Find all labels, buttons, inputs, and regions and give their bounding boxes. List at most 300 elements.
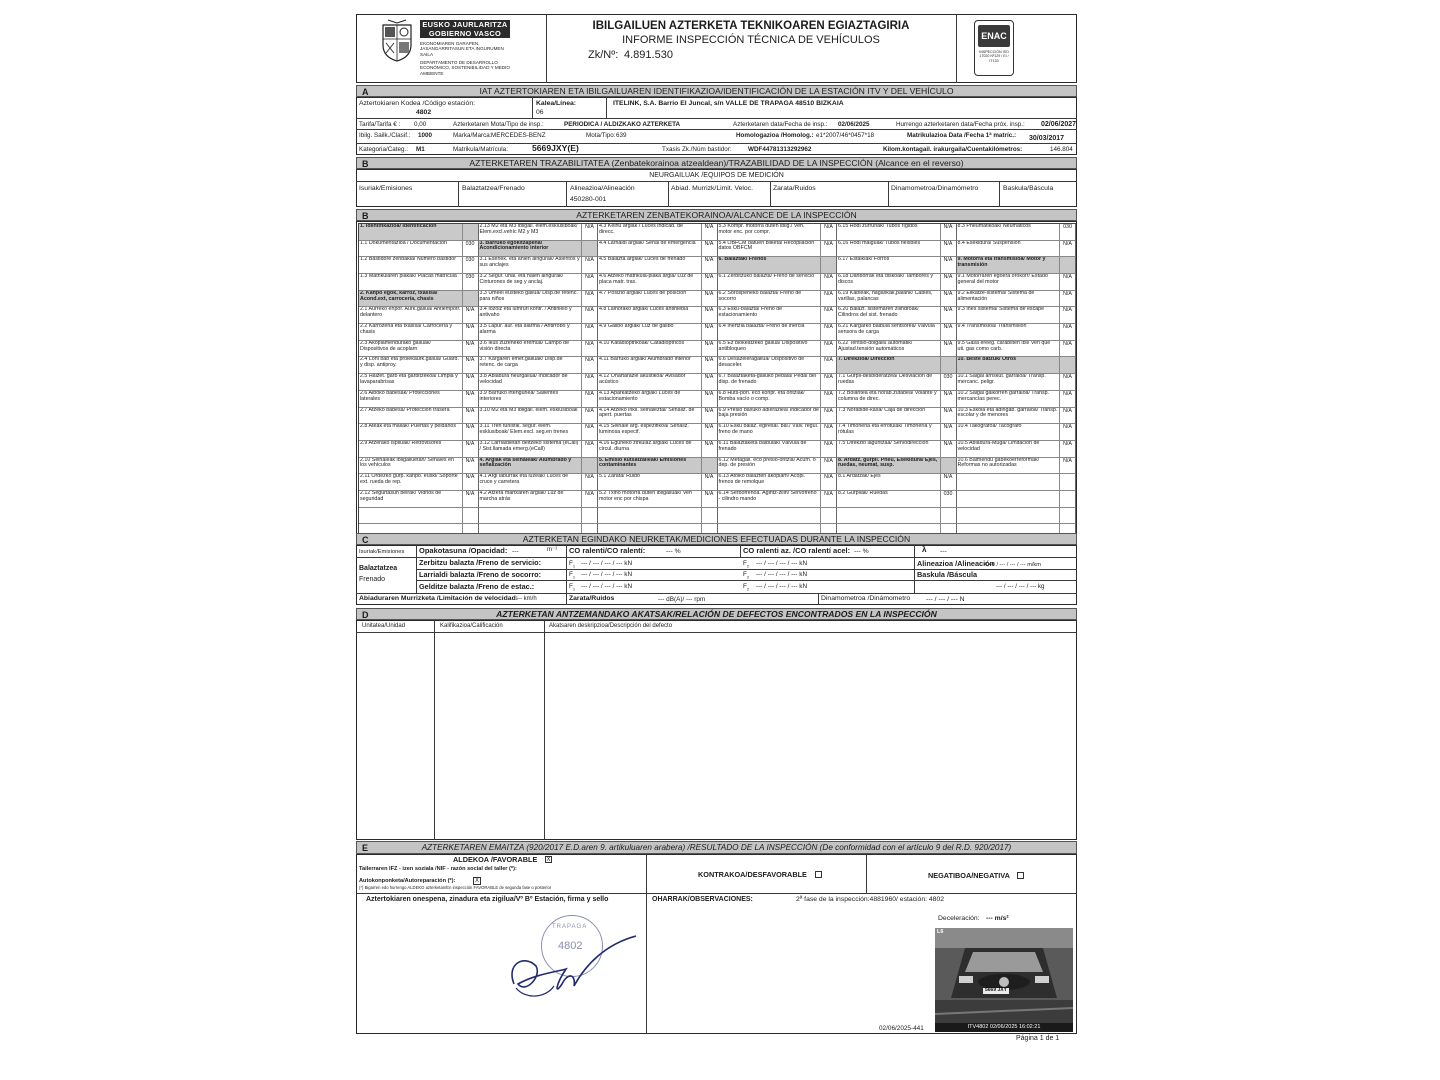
tariff: 0,00: [414, 121, 427, 128]
scope-item-result: N/A: [1059, 341, 1075, 357]
approval-label: Aztertokiaren onespena, zinadura eta zigilua/Vº Bº Estación, firma y sello: [366, 896, 609, 903]
equipment-title: NEURGAILUAK /EQUIPOS DE MEDICIÓN: [649, 172, 784, 179]
scope-item: [479, 508, 599, 525]
parking-brake-values-2: --- / --- / --- / --- kN: [756, 583, 808, 590]
scope-group-header: [837, 458, 957, 475]
scope-item-label: 2.9 Atzerako ispiluak/ Retrovisores: [360, 440, 442, 446]
scope-item: [837, 508, 957, 525]
scope-item: [837, 224, 957, 241]
scope-item: [837, 241, 957, 258]
scope-item: [718, 341, 838, 358]
scope-item-result: N/A: [462, 307, 478, 323]
scope-item-result: N/A: [701, 324, 717, 340]
unfavorable-checkbox[interactable]: [815, 871, 822, 878]
scope-item-result: [820, 508, 836, 524]
station-name: ITELINK, S.A. Barrio El Juncal, s/n VALLE DE TRAPAGA 48510 BIZKAIA: [613, 100, 844, 107]
co-accel-label: CO ralenti az. /CO ralentí acel:: [743, 546, 851, 555]
section-c-bar: [356, 533, 1077, 545]
scope-item: [718, 391, 838, 408]
insp-date: 02/06/2025: [838, 121, 870, 128]
scope-item: [598, 491, 718, 508]
scope-item: [957, 458, 1077, 475]
emergency-brake-values-2: --- / --- / --- / --- kN: [756, 571, 808, 578]
scope-item-label: 3.1 Eserlek. eta ahien aingurak/ Asientos y sus anclajes: [479, 257, 580, 269]
negative-checkbox[interactable]: [1017, 872, 1024, 879]
co-idle-value: --- %: [666, 548, 681, 555]
scope-item: [359, 257, 479, 274]
scope-item-label: 2.4 Lohi bab eta proiekaurk.gailua/ Guard. y disp. antiproy.: [360, 357, 459, 369]
scope-item-label: 6.22 Tentsio-doigailu automatik/ Ajustad.tensión automáticos: [838, 340, 913, 352]
lambda-label: λ: [922, 545, 927, 554]
scope-item: [718, 458, 838, 475]
scope-item-label: 4.16 Eguneko zirkulaz.argiak/ Luces de circul. diurna: [599, 440, 692, 452]
scope-item-result: 030: [940, 374, 956, 390]
scope-item-label: 2.8 Ateak eta mailak/ Puertas y peldaños: [360, 424, 456, 430]
scope-item-label: 6.15 Hodi zurrunak/ Tubos rígidos: [838, 224, 918, 229]
scope-item: [837, 491, 957, 508]
vin-label: Txasis Zk./Núm bastidor:: [662, 146, 732, 153]
scope-item-result: N/A: [701, 408, 717, 424]
scope-item: [479, 357, 599, 374]
scope-item-label: 3.9 Barruko irtengunea/ Salientes interiores: [479, 390, 559, 402]
scope-item-label: 2.10 Seinaleak ibilgailuetan/ Señales en los vehículos: [360, 457, 454, 469]
class-label: Ibilg. Sailk./Clasif.:: [359, 132, 411, 139]
workshop-label: Tailerraren IFZ - izen soziala /NIF - razón social del taller (*):: [359, 866, 517, 872]
scope-item-result: N/A: [701, 274, 717, 290]
section-b1-bar: [356, 157, 1077, 169]
scope-item: [957, 374, 1077, 391]
scope-item: [598, 274, 718, 291]
scope-item-result: [701, 458, 717, 474]
scope-item-result: N/A: [701, 441, 717, 457]
scope-item-label: 7.5 Direkzio laguntzaa/ Servodirección: [838, 440, 929, 446]
speed-limit-label: Abiaduraren Murrizketa /Limitación de velocidad:: [359, 595, 519, 602]
scope-item-label: [957, 491, 1060, 507]
scope-item-result: N/A: [701, 474, 717, 490]
section-e-letter: E: [362, 843, 369, 853]
scope-item-label: 5.4 OBFCM datuen bilketa/ Recopilación datos OBFCM: [718, 240, 815, 252]
scope-item-result: N/A: [1059, 424, 1075, 440]
station-code-label: Aztertokiaren Kodea /Código estación:: [359, 100, 475, 107]
scope-item-result: N/A: [940, 224, 956, 240]
scope-item-result: N/A: [581, 341, 597, 357]
scope-item-result: N/A: [1059, 274, 1075, 290]
scope-item: [957, 224, 1077, 241]
scope-item-result: N/A: [462, 424, 478, 440]
scope-item: [479, 291, 599, 308]
scope-item-label: 4.9 Galibo argiak/ Luz de gálibo: [599, 324, 674, 330]
scope-item: [359, 508, 479, 525]
scope-item-label: 3.10 M2 eta M3 ibilgail. elem. esklusiboak: [479, 407, 578, 413]
service-brake-f2: $F_2$: [743, 560, 750, 569]
scope-item-label: 6.14 Serbofrenoa. Agintz-zilin/ Servofreno - cilindro mando: [718, 490, 817, 502]
scope-item-label: 10.5 Abiadura-Muga/ Limitación de velocidad: [957, 440, 1040, 452]
scope-item: [957, 241, 1077, 258]
opacity-value: ---: [512, 548, 519, 555]
scope-item: [479, 424, 599, 441]
scope-item-label: 3.11 Tren tunistik. segur. elem. esklusiboak/ Elem.excl. seg.en trenes: [479, 424, 569, 436]
scale-label: Baskula /Báscula: [917, 570, 978, 579]
scope-item-result: N/A: [940, 474, 956, 490]
scope-item-label: 3.2 Segur. uhal. eta haien aingurak/ Cinturones de seg y anclaj.: [479, 274, 564, 285]
scope-item: [598, 508, 718, 525]
scope-item-label: [957, 474, 1060, 490]
enac-badge: [974, 20, 1014, 76]
scope-item: [359, 374, 479, 391]
scope-item-result: N/A: [1059, 291, 1075, 307]
scope-item: [718, 408, 838, 425]
opacity-label: Opakotasuna /Opacidad:: [419, 546, 508, 555]
km: 146.804: [1050, 146, 1073, 153]
scope-item-label: 4.3 Keinu argiak / Luces indicad. de direcc.: [599, 224, 683, 235]
col-unit: Unitatea/Unidad: [362, 623, 406, 629]
scope-item-result: N/A: [940, 441, 956, 457]
scope-item-label: 6.10 Esku balaz. egiresal. bal./ Válv. regul. freno de mano: [718, 424, 819, 436]
equip-alignment-id: 450280-001: [570, 196, 607, 203]
scope-item: [957, 508, 1077, 525]
scope-item: [479, 224, 599, 241]
scope-item: [957, 441, 1077, 458]
scope-item-result: [940, 458, 956, 474]
stamp-number: 4802: [558, 940, 583, 952]
scope-item-result: N/A: [581, 408, 597, 424]
scope-item-result: N/A: [462, 324, 478, 340]
next-date-label: Hurrengo azterketaren data/Fecha próx. insp.:: [896, 121, 1025, 128]
scope-item: [359, 441, 479, 458]
meas-emissions: Isuriak/Emisiones: [359, 549, 405, 555]
scope-item: [718, 441, 838, 458]
scope-item-result: [940, 357, 956, 373]
first-reg: 30/03/2017: [1029, 135, 1065, 142]
scope-item-result: N/A: [462, 341, 478, 357]
plate: 5669JXY(E): [532, 143, 579, 153]
scope-item: [718, 224, 838, 241]
equip-emissions: Isuriak/Emisiones: [359, 185, 413, 192]
scope-item-result: 030: [462, 241, 478, 257]
scope-group-header: [479, 241, 599, 258]
scope-item-label: 6.12 Metagail. eco presio-ontzia/ Acum. o dep. de presión: [718, 457, 816, 469]
section-a-letter: A: [362, 87, 369, 97]
scope-item-label: 6.2 Sorospeneko balazta/ Freno de socorro: [718, 290, 802, 302]
scope-item: [837, 341, 957, 358]
scope-item-result: N/A: [581, 224, 597, 240]
scope-item: [479, 491, 599, 508]
braking-label-es: Frenado: [359, 576, 386, 583]
scope-item-label: 4.5 Balazta argiak/ Luces de frenado: [599, 257, 686, 263]
noise-value: --- dB(A)/ --- rpm: [658, 596, 706, 603]
scope-item-result: N/A: [701, 291, 717, 307]
scope-item-result: N/A: [1059, 391, 1075, 407]
section-a-title: IAT AZTERTOKIAREN ETA IBILGAILUAREN IDENTIFIKAZIOA/IDENTIFICACIÓN DE LA ESTACIÓN ITV Y DEL VEHÍCULO: [479, 86, 954, 96]
scope-group-header: [598, 458, 718, 475]
scope-item-result: N/A: [462, 458, 478, 474]
scope-item-label: 2.11 Ordezko gurp. kanpo. euski/ Soporte ext. rueda de rep.: [360, 474, 458, 486]
scope-item: [359, 274, 479, 291]
scope-item-result: N/A: [820, 408, 836, 424]
vin: WDF44781313292962: [748, 146, 812, 153]
scope-item-result: N/A: [1059, 408, 1075, 424]
scope-item-label: 2.2 Karrozeria eta txasisa/ Carrocería y chasis: [360, 324, 453, 335]
scope-item-label: 2.12 Segurtasun beirak/ Vidrios de seguridad: [360, 490, 442, 502]
scope-item-label: 5. Emisio kutsatzaileak/ Emisiones contaminantes: [599, 457, 687, 469]
scope-item-result: N/A: [462, 408, 478, 424]
scope-item: [359, 391, 479, 408]
scope-item-label: [598, 508, 701, 524]
scope-item-result: [1059, 474, 1075, 490]
scope-item: [479, 391, 599, 408]
inspection-scope-grid: [358, 223, 1076, 541]
scope-item-label: 1.2 Bastidore zenbakia/ Número bastidor: [360, 257, 456, 263]
scope-item-result: N/A: [462, 474, 478, 490]
scope-item-result: N/A: [820, 357, 836, 373]
equip-brakes: Balaztatzea/Frenado: [462, 185, 525, 192]
scope-item-label: 4.10 Katadioptrikoak/ Catadióptricos: [599, 340, 685, 346]
scope-item-label: 4.7 Posizio argiak/ Luces de posición: [599, 290, 687, 296]
scope-item-label: 10.3 Eskola eta adingab. garraioa/ Transp. escolar y de menores: [957, 407, 1058, 419]
speed-limit-value: --- km/h: [516, 596, 537, 602]
braking-label: Balaztatzea: [359, 565, 398, 572]
col-rating: Kalifikazioa/Calificación: [440, 623, 503, 629]
section-d-bar: [356, 608, 1077, 620]
scope-item-result: [581, 241, 597, 257]
remarks: 2ª fase de la inspección:4881960/ estación: 4802: [796, 896, 945, 903]
favorable-label: ALDEKOA /FAVORABLE: [453, 855, 538, 864]
section-d-title: AZTERKETAN ANTZEMANDAKO AKATSAK/RELACIÓN DE DEFECTOS ENCONTRADOS EN LA INSPECCIÓN: [496, 609, 937, 619]
scope-item-label: 4. Argiak eta seinaleak/ Alumbrado y señalización: [479, 457, 572, 469]
photo-caption: ITV4802 02/06/2025 16:02:21: [935, 1023, 1073, 1032]
scope-item: [837, 474, 957, 491]
next-date: 02/06/2027: [1041, 121, 1077, 128]
scope-item: [718, 424, 838, 441]
scope-item-label: 3.5 Lapur. aur. eta alarma / Antirrobo y alarma: [479, 324, 570, 335]
scope-item-result: N/A: [581, 391, 597, 407]
scope-item: [957, 391, 1077, 408]
scope-item-result: N/A: [940, 324, 956, 340]
opacity-unit: m⁻¹: [547, 547, 558, 553]
scope-item-result: N/A: [701, 241, 717, 257]
scope-item-result: N/A: [940, 408, 956, 424]
scope-item-label: 6.21 Kargarko balbula sentsorea/ Válvula sensora de carga: [838, 324, 935, 335]
parking-brake-label: Gelditze balazta /Freno de estac.:: [419, 582, 535, 591]
scope-item-label: 4.6 Atzeko matrikula-plaka argia/ Luz de placa matr. tras.: [599, 274, 694, 285]
scope-item: [598, 391, 718, 408]
scope-item-label: 4.8 Lainorako argiak/ Luces antiniebla: [599, 307, 689, 313]
scope-item-label: 6.9 Presio baxuko adierazlea/ Indicador de baja presión: [718, 407, 819, 419]
parking-brake-f: $F_1$: [569, 583, 576, 592]
scope-item-label: 4.2 Atzera martxaren argiak/ Luz de marcha atrás: [479, 490, 564, 502]
scope-item-label: 2. Kanpo egok, karroz, txasisa/ Acond.ext, carrocería, chasis: [360, 290, 438, 302]
section-b2-bar: [356, 209, 1077, 221]
scope-group-header: [957, 357, 1077, 374]
section-c-letter: C: [362, 535, 369, 545]
section-c-title: AZTERKETAN EGINDAKO NEURKETAK/MEDICIONES EFECTUADAS DURANTE LA INSPECCIÓN: [522, 534, 911, 544]
scope-item-label: 2.6 Alboko babesak/ Protecciones laterales: [360, 390, 440, 402]
deceleration-value: --- m/s²: [986, 915, 1009, 922]
scope-item-label: 6.1 Zerbitzuko balazta/ Freno de servicio: [718, 274, 815, 280]
scope-item: [957, 324, 1077, 341]
scope-item-label: 6.4 Inertzia balazta/ Freno de inercia: [718, 324, 805, 330]
scope-item-result: [1059, 508, 1075, 524]
scope-item: [479, 341, 599, 358]
scope-item: [479, 374, 599, 391]
scope-item-result: N/A: [1059, 441, 1075, 457]
scope-item-label: 7.3 Norabide-kaxa/ Caja de dirección: [838, 407, 926, 413]
scope-item: [598, 291, 718, 308]
scope-item-label: 4.11 Barruko argiak/ Alumbrado interior: [599, 357, 691, 363]
date-footer: 02/06/2025-441: [879, 1025, 924, 1032]
scope-item: [359, 357, 479, 374]
scope-item-result: [1059, 491, 1075, 507]
homolog: e1*2007/46*0457*18: [816, 132, 875, 139]
scope-item-label: 6.17 Estalkiak/ Forros: [838, 257, 890, 263]
scope-item: [718, 474, 838, 491]
scope-item-result: N/A: [820, 224, 836, 240]
scope-item-result: N/A: [701, 491, 717, 507]
scope-item-result: 030: [1059, 224, 1075, 240]
parking-brake-values: --- / --- / --- / --- kN: [581, 583, 633, 590]
scope-item-label: 6.5 Ez blokeatzeko gailua/ Dispositivo antibloqueo: [718, 340, 808, 352]
scope-item-result: N/A: [820, 374, 836, 390]
scope-item-result: N/A: [581, 374, 597, 390]
scope-item-result: [1059, 257, 1075, 273]
scope-item-label: 7.2 Bolantea eta norab.zutabea/ Volante y columna de direc.: [838, 390, 937, 402]
report-number-label: Zk/Nº:: [588, 49, 619, 61]
scope-item-label: 2.13 M2 eta M3 ibilgail. elem.esklusiboak/ Elem.excl.vehíc M2 y M3: [479, 224, 578, 235]
favorable-checkbox[interactable]: X: [546, 857, 551, 863]
scope-item-result: N/A: [462, 491, 478, 507]
scope-item: [718, 324, 838, 341]
scope-item: [837, 441, 957, 458]
photo-tag: L6: [937, 929, 944, 935]
scope-group-header: [837, 357, 957, 374]
scope-item: [359, 474, 479, 491]
scope-item: [957, 341, 1077, 358]
scope-item-label: 4.14 Atzeko inkli. seinaleztal/ Señaliz. de apert. puertas: [599, 407, 695, 419]
scope-item-result: N/A: [1059, 307, 1075, 323]
co-idle-label: CO ralenti/CO ralentí:: [569, 546, 646, 555]
scope-item-label: 10. Beste batzuk/ Otros: [957, 357, 1017, 363]
service-brake-label: Zerbitzu balazta /Freno de servicio:: [419, 558, 542, 567]
scope-item: [718, 374, 838, 391]
scope-group-header: [957, 257, 1077, 274]
section-b2-letter: B: [362, 211, 369, 221]
line: 06: [536, 109, 544, 116]
self-repair-label: Autokonponketa/Autoreparación (*):: [359, 878, 456, 884]
scope-item-label: 5.2 Txino motorra duten ibilgailuak/ Veh motor enc por chispa: [599, 490, 692, 502]
insp-date-label: Azterketaren data/Fecha de insp.:: [733, 121, 828, 128]
scope-item-result: N/A: [581, 324, 597, 340]
scope-item-label: 10.6 Baimendu gabekoerreformak/ Reformas no autorizadas: [957, 457, 1040, 469]
scope-item-label: 6.16 Hodi malguak/ Tubos flexibles: [838, 240, 921, 246]
scope-item-result: 030: [462, 274, 478, 290]
scope-item-result: N/A: [701, 374, 717, 390]
noise-label: Zarata/Ruidos: [569, 595, 615, 602]
scope-item-label: 1.1 Dokumentazioa / Documentación: [360, 240, 447, 246]
brand-label: Marka/Marca:: [453, 132, 492, 139]
equip-scale: Baskula/Báscula: [1003, 185, 1054, 192]
scope-item-label: 8.4 Esekidura/ Suspensión: [957, 240, 1021, 246]
scope-item-label: 6. Balaztak/ Frenos: [718, 257, 767, 263]
scope-item-label: 8. Ardatz, gurpil. Pneu, Esekidura/ Ejes, ruedas, neumat, susp.: [838, 457, 938, 469]
scope-item: [837, 324, 957, 341]
scope-item-result: N/A: [462, 357, 478, 373]
scope-item: [837, 307, 957, 324]
gov-logo-bar: [420, 20, 510, 38]
scope-item-result: N/A: [940, 341, 956, 357]
scope-item: [718, 508, 838, 525]
scope-item-result: N/A: [820, 474, 836, 490]
dynamometer-value: --- / --- / --- N: [926, 596, 965, 603]
scope-item-label: 4.1 Argi laburrak eta luzeak/ Luces de cruce y carretera: [479, 474, 569, 486]
scope-item: [598, 224, 718, 241]
scope-item-label: 2.7 Atzeko babesa/ Protección trasera: [360, 407, 450, 413]
scope-item-label: 4.4 Larrialdi argiak/ Señal de emergencia: [599, 240, 696, 246]
self-repair-checkbox[interactable]: X: [474, 878, 479, 884]
scope-item-result: N/A: [581, 474, 597, 490]
scope-item: [359, 458, 479, 475]
report-number: 4.891.530: [624, 49, 673, 61]
emergency-brake-f: $F_1$: [569, 571, 576, 580]
plate-label: Matrikula/Matrícula:: [453, 146, 508, 153]
homolog-label: Homologazioa /Homolog.:: [736, 132, 814, 139]
scope-item: [718, 357, 838, 374]
scope-item-label: 9.2 Elikatze-sistema/ Sistema de alimentación: [957, 290, 1035, 302]
scope-item-result: N/A: [820, 458, 836, 474]
scope-item: [957, 424, 1077, 441]
service-brake-values-2: --- / --- / --- / --- kN: [756, 560, 808, 567]
scope-item: [359, 424, 479, 441]
scope-item: [598, 257, 718, 274]
dynamometer-label: Dinamometroa /Dinámometro: [821, 595, 911, 602]
scope-item: [718, 491, 838, 508]
scope-item: [359, 341, 479, 358]
unfavorable-label: KONTRAKOA/DESFAVORABLE: [698, 870, 807, 879]
section-e-bar: [356, 841, 1077, 854]
scope-item: [479, 257, 599, 274]
emergency-brake-label: Larrialdi balazta /Freno de socorro:: [419, 570, 542, 579]
scope-item-result: N/A: [701, 357, 717, 373]
scope-item: [598, 441, 718, 458]
scale-value: --- / --- / --- / --- kg: [996, 583, 1045, 590]
scope-item: [598, 241, 718, 258]
scope-item-result: N/A: [1059, 324, 1075, 340]
scope-item-result: N/A: [820, 324, 836, 340]
scope-item-result: [820, 257, 836, 273]
scope-item-result: N/A: [581, 424, 597, 440]
scope-item: [479, 324, 599, 341]
section-b1-title: AZTERKETAREN TRAZABILITATEA (Zenbatekorainoa atzealdean)/TRAZABILIDAD DE LA INSPECCIÓN (Alcance en el reverso): [469, 158, 964, 168]
dept-eu: EKONOMIAREN GARAPEN, JASANGARRITASUN ETA INGURUMEN SAILA: [420, 41, 504, 57]
gov-name-es: GOBIERNO VASCO: [428, 29, 502, 38]
scope-item-label: 6.6 Desazeleragailua/ Dispositivo de desaceler.: [718, 357, 805, 369]
model-label: Mota/Tipo:: [586, 132, 616, 139]
scope-item-label: 8.3 Pneumatikoak/ Neumáticos: [957, 224, 1031, 229]
scope-item-label: 6.20 Balazt. sistemaren zilindroak/ Cilindros del sist. frenado: [838, 307, 919, 319]
scope-item-result: N/A: [820, 441, 836, 457]
parking-brake-f2: $F_2$: [743, 583, 750, 592]
scope-item-result: N/A: [1059, 374, 1075, 390]
service-brake-f: $F_1$: [569, 560, 576, 569]
scope-item: [598, 424, 718, 441]
scope-item-result: N/A: [940, 274, 956, 290]
station-code: 4802: [416, 109, 432, 116]
scope-item-label: 3.3 Umeei eusteko gailua/ Disp.de retenc. para niños: [479, 290, 578, 302]
scope-item-result: [940, 508, 956, 524]
scope-item-result: N/A: [940, 291, 956, 307]
scope-item-label: 10.1 Salgai arriskut. garraioa/ Transp. mercanc. peligr.: [957, 374, 1046, 385]
scope-item-result: N/A: [940, 424, 956, 440]
enac-sub: INSPECCIÓN ISO 17020 Nº129 / EI / IT133: [979, 50, 1009, 63]
